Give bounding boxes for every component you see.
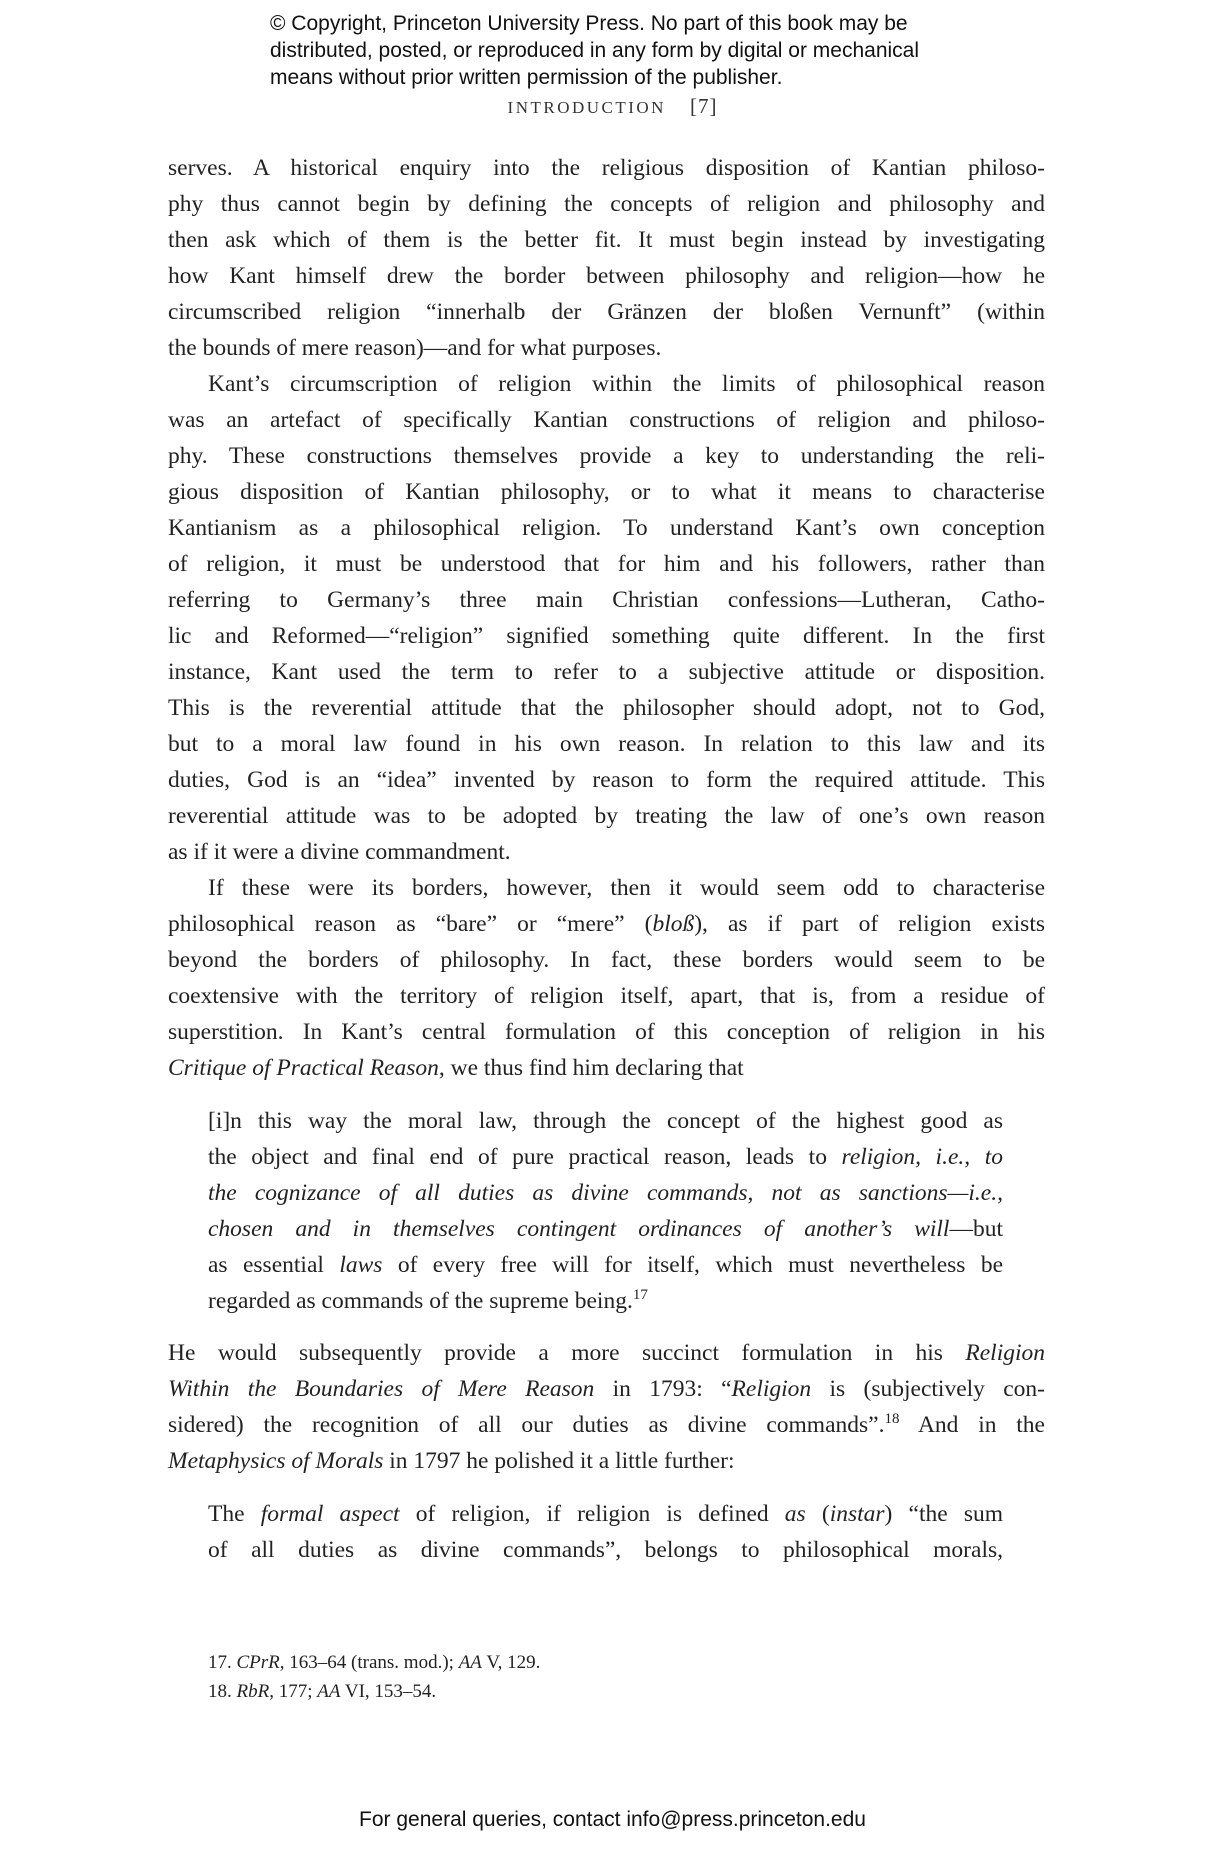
italic-text: religion, i.e., to (841, 1144, 1004, 1170)
text-run: instance, Kant used the term to refer to a subjective attitude or disposition. (168, 659, 1045, 685)
footnote (208, 1677, 540, 1706)
text-run: superstition. In Kant’s central formulation of this conception of religion in his (168, 1019, 1045, 1045)
text-line (168, 474, 1045, 510)
block-quote (168, 1103, 1045, 1319)
italic-text: AA (458, 1652, 482, 1673)
text-run: phy thus cannot begin by defining the concepts of religion and philosophy and (168, 191, 1045, 217)
body-text (168, 150, 1045, 1584)
text-run: of all duties as divine commands”, belongs to philosophical morals, (208, 1537, 1003, 1563)
text-line (208, 1283, 1003, 1319)
footnote-ref: 18 (884, 1411, 900, 1427)
text-line (168, 546, 1045, 582)
text-line (168, 906, 1045, 942)
text-line (168, 150, 1045, 186)
text-line (208, 1139, 1003, 1175)
text-run: in 1793: “ (594, 1376, 732, 1402)
text-run: referring to Germany’s three main Christian confessions—Lutheran, Catho- (168, 587, 1045, 613)
text-run: , 163–64 (trans. mod.); (279, 1652, 459, 1673)
italic-text: the cognizance of all duties as divine commands, not as sanctions—i.e., (208, 1180, 1003, 1206)
text-line (168, 1050, 1045, 1086)
text-line (168, 978, 1045, 1014)
italic-text: RbR (236, 1681, 270, 1702)
paragraph (168, 150, 1045, 366)
text-run: of every free will for itself, which must nevertheless be (382, 1252, 1004, 1278)
italic-text: Within the Boundaries of Mere Reason (168, 1376, 595, 1402)
text-run: ) “the sum (884, 1501, 1003, 1527)
text-line (168, 618, 1045, 654)
text-line (168, 1335, 1045, 1371)
footnote-ref: 17 (632, 1287, 648, 1303)
text-line (168, 690, 1045, 726)
text-run: coextensive with the territory of religion itself, apart, that is, from a residue of (168, 983, 1045, 1009)
text-line (168, 186, 1045, 222)
text-run: V, 129. (481, 1652, 541, 1673)
text-run: was an artefact of specifically Kantian constructions of religion and philoso- (168, 407, 1045, 433)
copyright-line: means without prior written permission of the publisher. (270, 66, 783, 89)
copyright-line: © Copyright, Princeton University Press. No part of this book may be (270, 12, 908, 35)
block-quote (168, 1496, 1045, 1568)
italic-text: AA (317, 1681, 341, 1702)
text-run: sidered) the recognition of all our duties as divine commands”. (168, 1412, 885, 1438)
text-line (168, 1407, 1045, 1443)
text-run: Kantianism as a philosophical religion. To understand Kant’s own conception (168, 515, 1045, 541)
text-line (168, 438, 1045, 474)
text-run: And in the (899, 1412, 1045, 1438)
text-line (168, 762, 1045, 798)
italic-text: bloß (652, 911, 695, 937)
copyright-line: distributed, posted, or reproduced in any form by digital or mechanical (270, 39, 920, 62)
text-run: beyond the borders of philosophy. In fact, these borders would seem to be (168, 947, 1045, 973)
text-run: reverential attitude was to be adopted by treating the law of one’s own reason (168, 803, 1045, 829)
italic-text: chosen and in themselves contingent ordinances of another’s will (208, 1216, 950, 1242)
paragraph (168, 366, 1045, 870)
running-head (0, 94, 1225, 119)
text-line (168, 654, 1045, 690)
text-run: but to a moral law found in his own reason. In relation to this law and its (168, 731, 1045, 757)
text-line (168, 798, 1045, 834)
italic-text: Critique of Practical Reason (168, 1055, 439, 1081)
text-line (168, 1371, 1045, 1407)
text-run: This is the reverential attitude that the philosopher should adopt, not to God, (168, 695, 1045, 721)
text-run: of religion, if religion is defined (399, 1501, 785, 1527)
text-run: The (208, 1501, 261, 1527)
text-line (168, 1014, 1045, 1050)
text-line (168, 258, 1045, 294)
text-run: duties, God is an “idea” invented by reason to form the required attitude. This (168, 767, 1045, 793)
text-run: philosophical reason as “bare” or “mere” ( (168, 911, 653, 937)
text-run: of religion, it must be understood that for him and his followers, rather than (168, 551, 1045, 577)
text-line (208, 1496, 1003, 1532)
text-line (168, 510, 1045, 546)
text-run: VI, 153–54. (340, 1681, 437, 1702)
text-line (168, 222, 1045, 258)
footnote (208, 1648, 540, 1677)
text-run: , 177; (269, 1681, 318, 1702)
text-run: If these were its borders, however, then it would seem odd to characterise (208, 875, 1045, 901)
text-run: gious disposition of Kantian philosophy, or to what it means to characterise (168, 479, 1045, 505)
italic-text: formal aspect (260, 1501, 400, 1527)
italic-text: as (784, 1501, 806, 1527)
text-run: serves. A historical enquiry into the religious disposition of Kantian philoso- (168, 155, 1045, 181)
text-line (208, 1532, 1003, 1568)
text-run: as essential (208, 1252, 340, 1278)
running-head-title: INTRODUCTION (507, 98, 666, 117)
copyright-notice (270, 10, 919, 91)
text-run: the bounds of mere reason)—and for what purposes. (168, 335, 662, 361)
text-line (168, 402, 1045, 438)
text-run: Kant’s circumscription of religion within the limits of philosophical reason (208, 371, 1045, 397)
text-line (168, 942, 1045, 978)
text-line (168, 330, 1045, 366)
text-run: He would subsequently provide a more succinct formulation in his (168, 1340, 966, 1366)
italic-text: CPrR (236, 1652, 280, 1673)
text-line (208, 1211, 1003, 1247)
italic-text: Metaphysics of Morals (168, 1448, 384, 1474)
text-line (168, 726, 1045, 762)
text-run: then ask which of them is the better fit. It must begin instead by investigating (168, 227, 1045, 253)
text-run: 17. (208, 1652, 237, 1673)
footnotes (208, 1648, 540, 1706)
text-run: ( (805, 1501, 830, 1527)
text-run: the object and final end of pure practical reason, leads to (208, 1144, 842, 1170)
text-run: [i]n this way the moral law, through the concept of the highest good as (208, 1108, 1003, 1134)
text-line (168, 366, 1045, 402)
text-line (208, 1103, 1003, 1139)
text-run: 18. (208, 1681, 237, 1702)
text-line (168, 834, 1045, 870)
paragraph (168, 1335, 1045, 1479)
page-number: [7] (689, 94, 718, 118)
text-run: phy. These constructions themselves provide a key to understanding the reli- (168, 443, 1045, 469)
italic-text: instar (829, 1501, 885, 1527)
text-run: is (subjectively con- (811, 1376, 1045, 1402)
text-run: lic and Reformed—“religion” signified something quite different. In the first (168, 623, 1045, 649)
text-line (208, 1175, 1003, 1211)
text-run: —but (949, 1216, 1003, 1242)
text-line (168, 870, 1045, 906)
text-line (168, 1443, 1045, 1479)
text-run: as if it were a divine commandment. (168, 839, 511, 865)
text-run: in 1797 he polished it a little further: (383, 1448, 735, 1474)
footer-contact: For general queries, contact info@press.princeton.edu (359, 1808, 866, 1831)
text-run: circumscribed religion “innerhalb der Gränzen der bloßen Vernunft” (within (168, 299, 1045, 325)
text-line (168, 294, 1045, 330)
italic-text: Religion (731, 1376, 812, 1402)
text-run: how Kant himself drew the border between philosophy and religion—how he (168, 263, 1045, 289)
text-run: ), as if part of religion exists (694, 911, 1045, 937)
paragraph (168, 870, 1045, 1086)
text-run: , we thus find him declaring that (438, 1055, 744, 1081)
text-run: regarded as commands of the supreme being. (208, 1288, 633, 1314)
text-line (208, 1247, 1003, 1283)
italic-text: Religion (965, 1340, 1045, 1366)
italic-text: laws (339, 1252, 383, 1278)
text-line (168, 582, 1045, 618)
